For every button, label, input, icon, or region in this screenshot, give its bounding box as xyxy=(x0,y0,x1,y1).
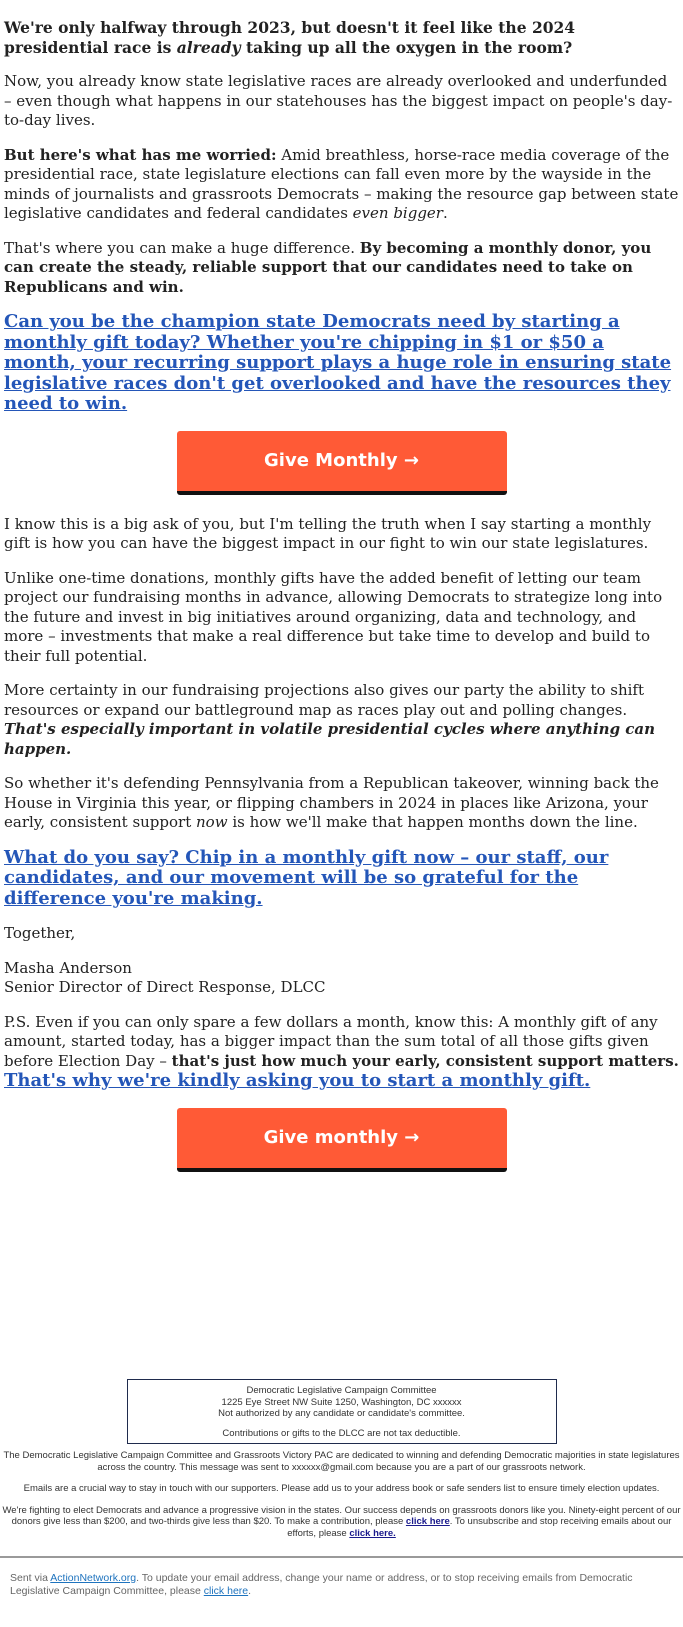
sent-pre: Sent via xyxy=(10,1572,51,1584)
address-box xyxy=(127,1379,557,1444)
paragraph-worried xyxy=(4,146,679,224)
footer-tax-note: Contributions or gifts to the DLCC are not tax deductible. xyxy=(222,1427,461,1439)
footer-address: 1225 Eye Street NW Suite 1250, Washington, DC xxxxxx xyxy=(221,1396,462,1408)
certainty-bold-italic: That's especially important in volatile presidential cycles where anything can happen. xyxy=(4,720,656,758)
difference-bold: By becoming a monthly donor, you can create the steady, reliable support that our candidates need to take on Republicans and win. xyxy=(4,238,652,296)
champion-paragraph xyxy=(4,312,679,415)
unsubscribe-link[interactable]: click here. xyxy=(349,1527,396,1539)
footer xyxy=(0,1379,683,1539)
footer-emails: Emails are a crucial way to stay in touch with our supporters. Please add us to your address book or safe senders list to ensure timely election updates. xyxy=(23,1483,660,1494)
states-text: So whether it's defending Pennsylvania from a Republican takeover, winning back the House in Virginia this year, or flipping chambers in 2024 in places like Arizona, your early, consistent support xyxy=(4,774,659,831)
intro-emphasis: already xyxy=(176,37,241,57)
contribute-link[interactable]: click here xyxy=(405,1516,450,1527)
signature xyxy=(4,959,679,998)
signer-title: Senior Director of Direct Response, DLCC xyxy=(4,978,326,996)
signer-name: Masha Anderson xyxy=(4,958,132,977)
footer-fighting-mid: . To unsubscribe and stop receiving emails about our efforts, please xyxy=(287,1516,672,1539)
give-monthly-button-2[interactable]: Give monthly → xyxy=(177,1108,507,1172)
champion-link[interactable]: Can you be the champion state Democrats need by starting a monthly gift today? Whether you're chipping in $1 or $50 a month, your recurring support plays a huge role in ensuring state legislative races don't get overlooked and have the resources they need to win. xyxy=(4,311,672,414)
states-end: is how we'll make that happen months down the line. xyxy=(227,813,638,831)
update-prefs-link[interactable]: click here xyxy=(203,1585,249,1597)
sent-via-bar xyxy=(0,1556,683,1598)
cta-wrap-2 xyxy=(4,1108,679,1172)
actionnetwork-link[interactable]: ActionNetwork.org xyxy=(50,1572,137,1584)
closing: Together, xyxy=(4,924,76,942)
email-body xyxy=(0,18,683,1172)
postscript xyxy=(4,1013,679,1092)
intro-text-end: taking up all the oxygen in the room? xyxy=(240,37,573,57)
paragraph-certainty xyxy=(4,681,679,759)
worried-text: Amid breathless, horse-race media coverage of the presidential race, state legislature elections can fall even more by the wayside in the minds of journalists and grassroots Democrats – making the resource gap between state legislative candidates and federal candidates xyxy=(4,145,679,222)
footer-mission: The Democratic Legislative Campaign Committee and Grassroots Victory PAC are dedicated to winning and defending Democratic majorities in state legislatures across the country. This message was sent to xxxxxx@gmail.com because you are a part of our grassroots network. xyxy=(3,1450,680,1473)
states-emphasis: now xyxy=(196,813,228,831)
paragraph-difference xyxy=(4,239,679,298)
cta-wrap-1 xyxy=(4,431,679,495)
worried-end: . xyxy=(442,204,448,222)
chip-in-link[interactable]: What do you say? Chip in a monthly gift now – our staff, our candidates, and our movement will be so grateful for the difference you're making. xyxy=(4,846,609,909)
ps-link[interactable]: That's why we're kindly asking you to start a monthly gift. xyxy=(4,1070,591,1091)
footer-fighting-text: We're fighting to elect Democrats and advance a progressive vision in the states. Our success depends on grassroots donors like you. Ninety-eight percent of our donors give less than $200, and two-thirds give less than $20. To make a contribution, please xyxy=(2,1504,681,1527)
worried-emphasis: even bigger xyxy=(352,204,443,222)
paragraph-big-ask: I know this is a big ask of you, but I'm telling the truth when I say starting a monthly gift is how you can have the biggest impact in our fight to win our state legislatures. xyxy=(4,514,652,552)
footer-org-name: Democratic Legislative Campaign Committee xyxy=(246,1385,437,1396)
ps-bold: that's just how much your early, consistent support matters. xyxy=(171,1051,679,1070)
paragraph-states xyxy=(4,774,679,833)
worried-bold: But here's what has me worried: xyxy=(4,145,277,164)
intro-paragraph xyxy=(4,18,679,57)
footer-fighting xyxy=(0,1505,683,1540)
sent-end: . xyxy=(248,1585,252,1597)
chip-in-paragraph xyxy=(4,848,679,910)
footer-not-authorized: Not authorized by any candidate or candidate's committee. xyxy=(218,1408,465,1419)
sent-mid: . To update your email address, change your name or address, or to stop receiving emails from Democratic Legislative Campaign Committee, please xyxy=(10,1572,633,1597)
ps-text: P.S. Even if you can only spare a few dollars a month, know this: A monthly gift of any amount, started today, has a bigger impact than the sum total of all those gifts given before Election Day – xyxy=(4,1012,658,1070)
difference-text: That's where you can make a huge difference. xyxy=(4,238,360,257)
paragraph-overlooked: Now, you already know state legislative races are already overlooked and underfunded – even though what happens in our statehouses has the biggest impact on people's day-to-day lives. xyxy=(4,72,673,129)
paragraph-one-time: Unlike one-time donations, monthly gifts have the added benefit of letting our team project our fundraising months in advance, allowing Democrats to strategize long into the future and invest in big initiatives around organizing, data and technology, and more – investments that make a real difference but take time to develop and build to their full potential. xyxy=(4,568,663,665)
give-monthly-button[interactable]: Give Monthly → xyxy=(177,431,507,495)
certainty-text: More certainty in our fundraising projections also gives our party the ability to shift resources or expand our battleground map as races play out and polling changes. xyxy=(4,681,645,719)
intro-text: We're only halfway through 2023, but doesn't it feel like the 2024 presidential race is xyxy=(4,18,576,57)
